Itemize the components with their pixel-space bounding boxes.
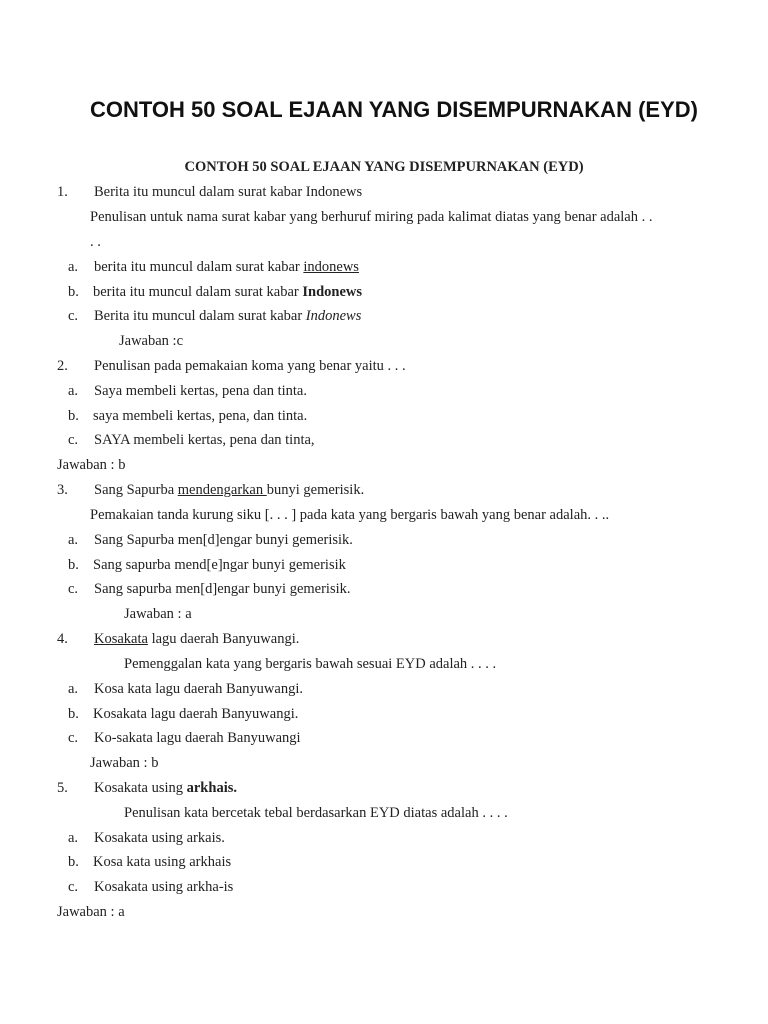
option-text: Kosa kata lagu daerah Banyuwangi. — [94, 681, 303, 697]
option-letter: c. — [68, 581, 79, 597]
question-stem: Sang Sapurba mendengarkan bunyi gemerisik. — [94, 482, 365, 498]
document-subtitle: CONTOH 50 SOAL EJAAN YANG DISEMPURNAKAN (EYD) — [184, 159, 584, 175]
question-number: 4. — [57, 631, 68, 647]
question-instruction: Penulisan kata bercetak tebal berdasarkan EYD diatas adalah . . . . — [124, 805, 508, 821]
question-instruction: Penulisan untuk nama surat kabar yang berhuruf miring pada kalimat diatas yang benar adalah . . — [90, 209, 653, 225]
option-text: Sang sapurba mend[e]ngar bunyi gemerisik — [93, 557, 346, 573]
answer-text: Jawaban : a — [57, 904, 125, 920]
option-letter: a. — [68, 259, 79, 275]
option-letter: a. — [68, 681, 79, 697]
option-letter: b. — [68, 557, 79, 573]
underlined-word: indonews — [303, 259, 359, 275]
option-letter: b. — [68, 706, 79, 722]
question-number: 3. — [57, 482, 68, 498]
answer-text: Jawaban : b — [57, 457, 126, 473]
question-stem: Kosakata lagu daerah Banyuwangi. — [94, 631, 300, 647]
option-text: Sang Sapurba men[d]engar bunyi gemerisik. — [94, 532, 353, 548]
option-text: Berita itu muncul dalam surat kabar Indonews — [94, 308, 362, 324]
question-number: 5. — [57, 780, 68, 796]
question-stem: Berita itu muncul dalam surat kabar Indonews — [94, 184, 363, 200]
underlined-word: Kosakata — [94, 631, 148, 647]
option-text: Kosakata using arkha-is — [94, 879, 234, 895]
option-letter: b. — [68, 408, 79, 424]
option-text: Kosakata using arkais. — [94, 830, 225, 846]
italic-word: Indonews — [305, 308, 362, 324]
question-number: 2. — [57, 358, 68, 374]
question-instruction: Pemakaian tanda kurung siku [. . . ] pada kata yang bergaris bawah yang benar adalah. . .. — [90, 507, 610, 523]
option-letter: a. — [68, 532, 79, 548]
bold-word: Indonews — [302, 284, 363, 300]
question-number: 1. — [57, 184, 68, 200]
option-text: saya membeli kertas, pena, dan tinta. — [93, 408, 308, 424]
option-letter: c. — [68, 730, 79, 746]
option-text: SAYA membeli kertas, pena dan tinta, — [94, 432, 315, 448]
option-text: Sang sapurba men[d]engar bunyi gemerisik. — [94, 581, 351, 597]
question-stem: Penulisan pada pemakaian koma yang benar yaitu . . . — [94, 358, 406, 374]
document-title: CONTOH 50 SOAL EJAAN YANG DISEMPURNAKAN (EYD) — [90, 97, 698, 122]
option-text: berita itu muncul dalam surat kabar Indonews — [93, 284, 363, 300]
option-letter: a. — [68, 383, 79, 399]
option-text: Saya membeli kertas, pena dan tinta. — [94, 383, 307, 399]
bold-word: arkhais. — [186, 780, 237, 796]
underlined-word: mendengarkan — [177, 482, 267, 498]
answer-text: Jawaban : b — [90, 755, 159, 771]
option-letter: b. — [68, 284, 79, 300]
option-letter: a. — [68, 830, 79, 846]
option-text: berita itu muncul dalam surat kabar indonews — [94, 259, 359, 275]
option-text: Kosakata lagu daerah Banyuwangi. — [93, 706, 299, 722]
option-letter: c. — [68, 308, 79, 324]
answer-text: Jawaban : a — [124, 606, 192, 622]
question-stem: Kosakata using arkhais. — [94, 780, 237, 796]
option-text: Kosa kata using arkhais — [93, 854, 232, 870]
option-text: Ko-sakata lagu daerah Banyuwangi — [94, 730, 301, 746]
answer-text: Jawaban :c — [119, 333, 184, 349]
option-letter: b. — [68, 854, 79, 870]
option-letter: c. — [68, 879, 79, 895]
option-letter: c. — [68, 432, 79, 448]
question-instruction: Pemenggalan kata yang bergaris bawah sesuai EYD adalah . . . . — [124, 656, 497, 672]
question-instruction-continued: . . — [90, 234, 101, 250]
